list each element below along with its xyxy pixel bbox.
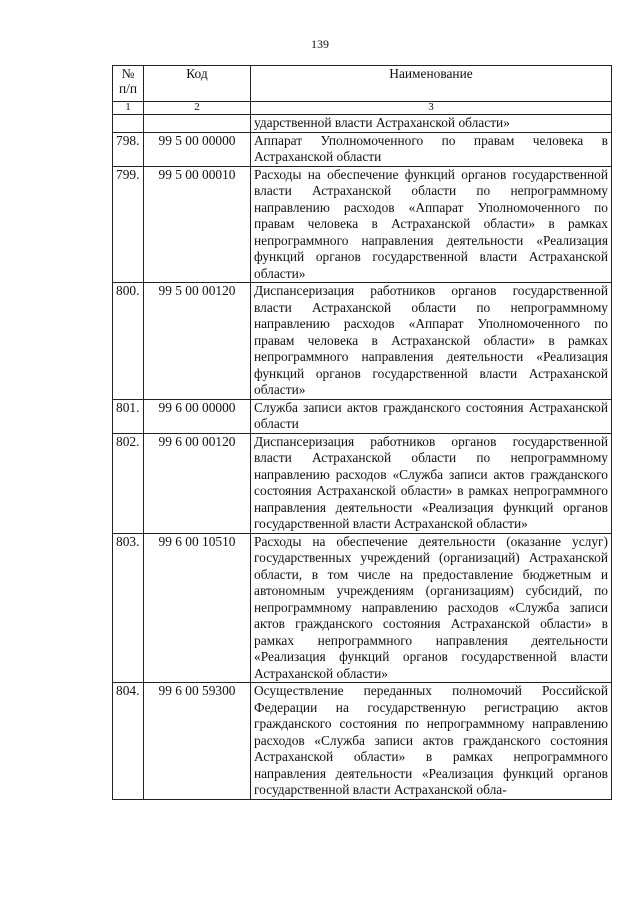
row-number (113, 115, 144, 133)
row-code: 99 5 00 00010 (144, 166, 251, 283)
row-number: 804. (113, 683, 144, 800)
row-number: 803. (113, 533, 144, 683)
row-number: 802. (113, 433, 144, 533)
row-code: 99 6 00 00000 (144, 399, 251, 433)
table-header-row (113, 66, 612, 102)
table-row (113, 283, 612, 400)
table-row (113, 166, 612, 283)
row-number: 798. (113, 132, 144, 166)
header-code: Код (144, 66, 251, 102)
header-name: Наименование (251, 66, 612, 102)
table-row (113, 399, 612, 433)
table-row (113, 115, 612, 133)
header-number: № п/п (113, 66, 144, 102)
row-number: 801. (113, 399, 144, 433)
table-row (113, 683, 612, 800)
page-number: 139 (311, 37, 329, 51)
row-code (144, 115, 251, 133)
row-name: Осуществление переданных полномочий Российской Федерации на государственную регистрацию актов гражданского состояния по непрограммному направлению расходов «Служба записи актов гражданского состояния Астраханской области» в рамках непрограммного направления деятельности «Реализация функций органов государственной власти Астраханской обла- (251, 683, 612, 800)
row-number: 799. (113, 166, 144, 283)
column-index: 2 (144, 102, 251, 115)
row-code: 99 6 00 10510 (144, 533, 251, 683)
row-name: Диспансеризация работников органов государственной власти Астраханской области по непрограммному направлению расходов «Аппарат Уполномоченного по правам человека в Астраханской области» в рамках непрограммного направления деятельности «Реализация функций органов государственной власти Астраханской области» (251, 283, 612, 400)
row-name: Аппарат Уполномоченного по правам человека в Астраханской области (251, 132, 612, 166)
row-code: 99 5 00 00000 (144, 132, 251, 166)
row-name: Расходы на обеспечение деятельности (оказание услуг) государственных учреждений (организаций) Астраханской области, в том числе на предоставление бюджетным и автономным учреждениям (организациям) субсидий, по непрограммному направлению расходов «Служба записи актов гражданского состояния Астраханской области» в рамках непрограммного направления деятельности «Реализация функций органов государственной власти Астраханской области» (251, 533, 612, 683)
table-row (113, 533, 612, 683)
row-code: 99 6 00 59300 (144, 683, 251, 800)
column-index-row (113, 102, 612, 115)
budget-classification-table (112, 65, 612, 800)
column-index: 1 (113, 102, 144, 115)
column-index: 3 (251, 102, 612, 115)
row-code: 99 5 00 00120 (144, 283, 251, 400)
table-row (113, 433, 612, 533)
row-name: Расходы на обеспечение функций органов государственной власти Астраханской области по непрограммному направлению расходов «Аппарат Уполномоченного по правам человека в Астраханской области» в рамках непрограммного направления деятельности «Реализация функций органов государственной власти Астраханской области» (251, 166, 612, 283)
row-name: Служба записи актов гражданского состояния Астраханской области (251, 399, 612, 433)
row-number: 800. (113, 283, 144, 400)
table-row (113, 132, 612, 166)
row-code: 99 6 00 00120 (144, 433, 251, 533)
row-name: Диспансеризация работников органов государственной власти Астраханской области по непрограммному направлению расходов «Служба записи актов гражданского состояния Астраханской области» в рамках непрограммного направления деятельности «Реализация функций органов государственной власти Астраханской области» (251, 433, 612, 533)
row-name: ударственной власти Астраханской области» (251, 115, 612, 133)
